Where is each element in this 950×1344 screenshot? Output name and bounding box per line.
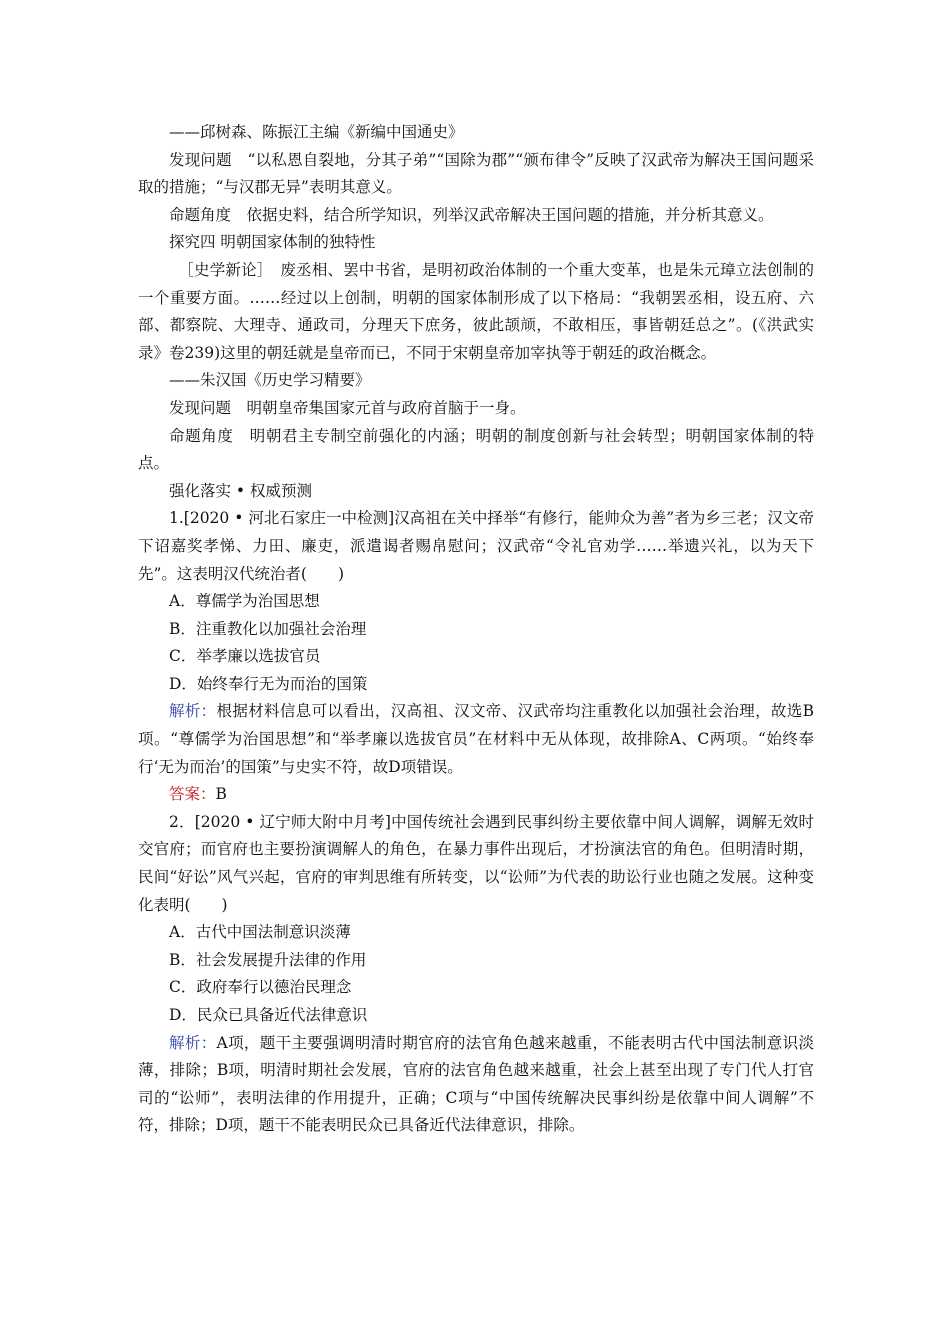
- analysis-text: 根据材料信息可以看出，汉高祖、汉文帝、汉武帝均注重教化以加强社会治理，故选B项。“尊儒学为治国思想”和“举孝廉以选拔官员”在材料中无从体现，故排除A、C两项。“始终奉行‘无为而治’的国策”与史实不符，故D项错误。: [138, 702, 814, 776]
- option-a: A．尊儒学为治国思想: [169, 592, 320, 611]
- answer-label: 答案：: [169, 785, 216, 804]
- question-1-answer: [138, 781, 814, 809]
- discover-problem: 发现问题 明朝皇帝集国家元首与政府首脑于一身。: [169, 398, 526, 417]
- analysis-label: 解析：: [169, 1033, 217, 1052]
- question-1-stem: 1.[2020 • 河北石家庄一中检测]汉高祖在关中择举“有修行，能帅众为善”者为乡三老；汉文帝下诏嘉奖孝悌、力田、廉吏，派遣谒者赐帛慰问；汉武帝“令礼官劝学……举遗兴礼，以为天下先”。这表明汉代统治者( ): [138, 509, 814, 583]
- source-citation: ——朱汉国《历史学习精要》: [169, 371, 371, 390]
- option-c: C．举孝廉以选拔官员: [169, 647, 321, 666]
- discover-problem: 发现问题 “以私恩自裂地，分其子弟”“国除为郡”“颁布律令”反映了汉武帝为解决王国问题采取的措施；“与汉郡无异”表明其意义。: [138, 150, 814, 197]
- option-d: D．民众已具备近代法律意识: [169, 1006, 368, 1024]
- source-citation: ——邱树森、陈振江主编《新编中国通史》: [169, 123, 464, 141]
- history-quote: ［史学新论］ 废丞相、罢中书省，是明初政治体制的一个重大变革，也是朱元璋立法创制的一个重要方面。……经过以上创制，明朝的国家体制形成了以下格局：“我朝罢丞相，设五府、六部、都察院、大理寺、通政司，分理天下庶务，彼此颉颃，不敢相压，事皆朝廷总之”。(《洪武实录》卷239)这里的朝廷就是皇帝而已，不同于宋朝皇帝加宰执等于朝廷的政治概念。: [138, 260, 814, 362]
- option-b: B．社会发展提升法律的作用: [169, 950, 367, 969]
- section-heading: 探究四 明朝国家体制的独特性: [169, 233, 376, 252]
- option-a: A．古代中国法制意识淡薄: [169, 923, 351, 942]
- question-2-analysis: [138, 1030, 814, 1140]
- document-body: [138, 119, 814, 1140]
- question-angle: 命题角度 明朝君主专制空前强化的内涵；明朝的制度创新与社会转型；明朝国家体制的特点。: [138, 426, 814, 473]
- practice-heading: 强化落实 • 权威预测: [169, 481, 312, 500]
- question-2-stem: 2．[2020 • 辽宁师大附中月考]中国传统社会遇到民事纠纷主要依靠中间人调解，调解无效时交官府；而官府也主要扮演调解人的角色，在暴力事件出现后，才扮演法官的角色。但明清时期，民间“好讼”风气兴起，官府的审判思维有所转变，以“讼师”为代表的助讼行业也随之发展。这种变化表明( ): [138, 812, 814, 914]
- analysis-label: 解析：: [169, 702, 217, 721]
- analysis-text: A项，题干主要强调明清时期官府的法官角色越来越重，不能表明古代中国法制意识淡薄，排除；B项，明清时期社会发展，官府的法官角色越来越重，社会上甚至出现了专门代人打官司的“讼师”，表明法律的作用提升，正确；C项与“中国传统解决民事纠纷是依靠中间人调解”不符，排除；D项，题干不能表明民众已具备近代法律意识，排除。: [138, 1033, 814, 1135]
- question-angle: 命题角度 依据史料，结合所学知识，列举汉武帝解决王国问题的措施，并分析其意义。: [169, 205, 774, 224]
- question-1-analysis: [138, 698, 814, 781]
- answer-value: B: [215, 785, 227, 804]
- option-d: D．始终奉行无为而治的国策: [169, 674, 368, 693]
- option-b: B．注重教化以加强社会治理: [169, 619, 367, 638]
- option-c: C．政府奉行以德治民理念: [169, 978, 352, 997]
